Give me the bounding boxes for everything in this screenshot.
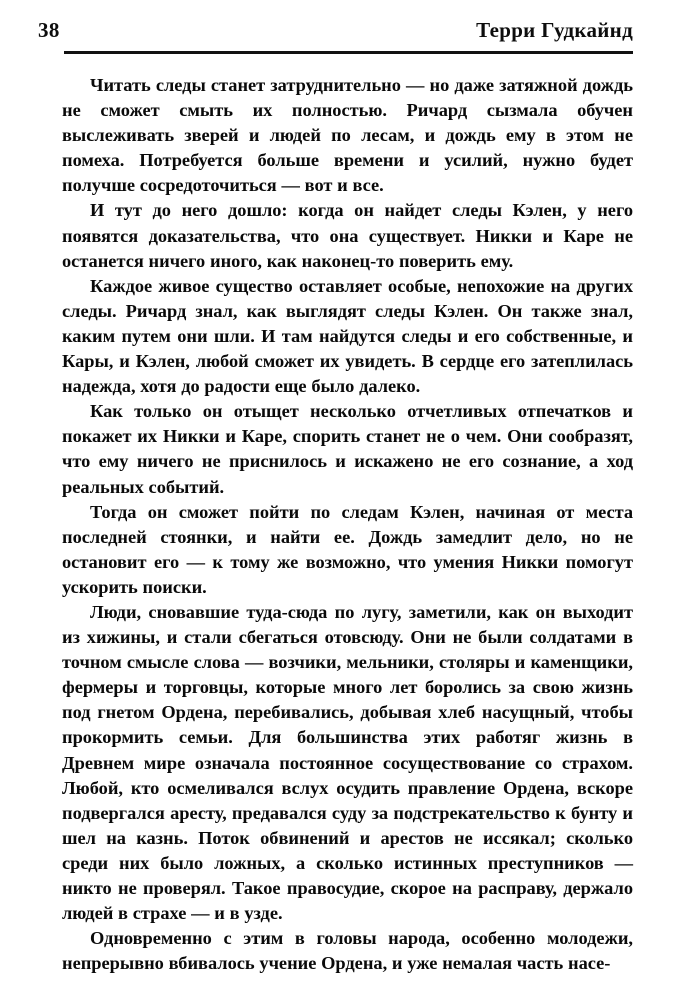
paragraph: Одновременно с этим в головы народа, особенно молодежи, непрерывно вбивалось учение Ордена, и уже немалая часть насе- <box>62 928 633 974</box>
page-number: 38 <box>38 18 60 42</box>
paragraph: И тут до него дошло: когда он найдет следы Кэлен, у него появятся доказательства, что она существует. Никки и Каре не останется ничего иного, как наконец-то поверить ему. <box>62 200 633 271</box>
paragraph: Каждое живое существо оставляет особые, непохожие на других следы. Ричард знал, как выглядят следы Кэлен. Он также знал, каким путем они шли. И там найдутся следы и его собственные, и Кары, и Кэлен, любой сможет их увидеть. В сердце его затеплилась надежда, хотя до радости еще было далеко. <box>62 275 633 397</box>
paragraph: Тогда он сможет пойти по следам Кэлен, начиная от места последней стоянки, и найти ее. Дождь замедлит дело, но не остановит его — к тому же возможно, что умения Никки помогут ускорить поиски. <box>62 501 633 597</box>
author-name: Терри Гудкайнд <box>476 18 633 42</box>
body-text <box>62 73 633 976</box>
paragraph: Как только он отыщет несколько отчетливых отпечатков и покажет их Никки и Каре, спорить станет не о чем. Они сообразят, что ему ничего не приснилось и искажено не его сознание, а ход реальных событий. <box>62 401 633 497</box>
running-head <box>38 20 633 50</box>
header-rule <box>64 51 633 54</box>
paragraph: Читать следы станет затруднительно — но даже затяжной дождь не сможет смыть их полностью. Ричард сызмала обучен выслеживать зверей и людей по лесам, и дождь ему в этом не помеха. Потребуется больше времени и усилий, нужно будет получше сосредоточиться — вот и все. <box>62 75 633 196</box>
paragraph: Люди, сновавшие туда-сюда по лугу, заметили, как он выходит из хижины, и стали сбегаться отовсюду. Они не были солдатами в точном смысле слова — возчики, мельники, столяры и каменщики, фермеры и торговцы, которые много лет боролись за свою жизнь под гнетом Ордена, перебивались, добывая хлеб насущный, чтобы прокормить семьи. Для большинства этих работяг жизнь в Древнем мире означала постоянное сосуществование со страхом. Любой, кто осмеливался вслух осудить правление Ордена, вскоре подвергался аресту, предавался суду за подстрекательство к бунту и шел на казнь. Поток обвинений и арестов не иссякал; сколько среди них было ложных, а сколько истинных преступников — никто не проверял. Такое правосудие, скорое на расправу, держало людей в страхе — и в узде. <box>62 601 633 924</box>
